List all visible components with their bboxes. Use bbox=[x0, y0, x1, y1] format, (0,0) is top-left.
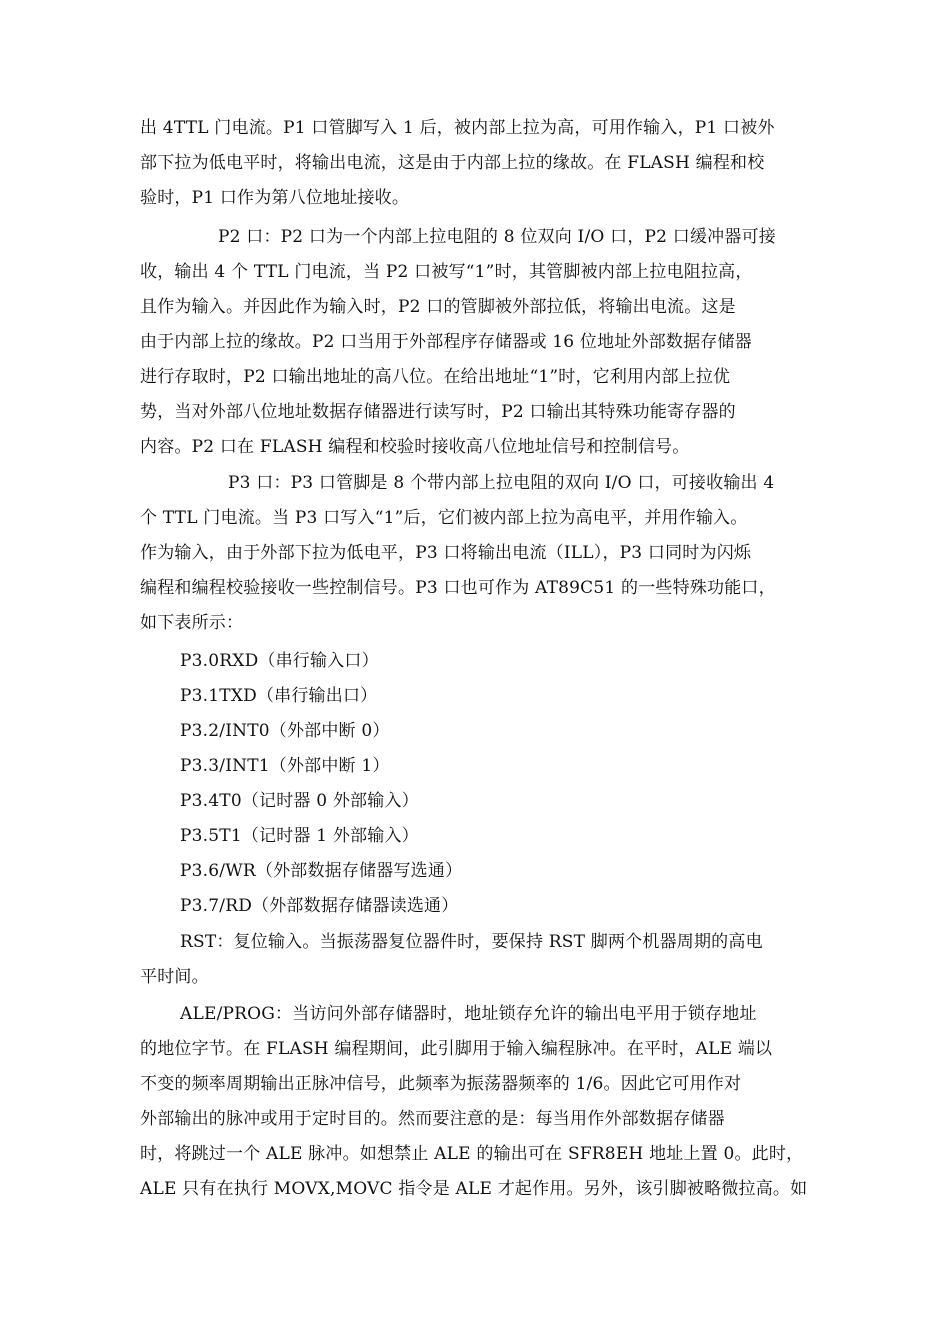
p3-line-5: 如下表所示： bbox=[140, 613, 244, 633]
p3-line-4: 编程和编程校验接收一些控制信号。P3 口也可作为 AT89C51 的一些特殊功能口， bbox=[140, 578, 776, 598]
ale-line-6: ALE 只有在执行 MOVX,MOVC 指令是 ALE 才起作用。另外，该引脚被略微拉高。如 bbox=[140, 1179, 808, 1199]
p3-function-item: P3.3/INT1（外部中断 1） bbox=[180, 756, 390, 776]
p3-line-1: P3 口：P3 口管脚是 8 个带内部上拉电阻的双向 I/O 口，可接收输出 4 bbox=[228, 473, 775, 493]
p3-line-2: 个 TTL 门电流。当 P3 口写入“1”后，它们被内部上拉为高电平，并用作输入。 bbox=[140, 508, 748, 528]
p3-line-3: 作为输入，由于外部下拉为低电平，P3 口将输出电流（ILL），P3 口同时为闪烁 bbox=[140, 543, 752, 563]
p1-line-3: 验时，P1 口作为第八位地址接收。 bbox=[140, 188, 410, 208]
rst-line-1: RST：复位输入。当振荡器复位器件时，要保持 RST 脚两个机器周期的高电 bbox=[180, 932, 763, 952]
p3-function-item: P3.6/WR（外部数据存储器写选通） bbox=[180, 861, 463, 881]
p3-function-item: P3.5T1（记时器 1 外部输入） bbox=[180, 826, 419, 846]
ale-line-5: 时，将跳过一个 ALE 脉冲。如想禁止 ALE 的输出可在 SFR8EH 地址上置 0。此时， bbox=[140, 1144, 804, 1164]
p1-line-2: 部下拉为低电平时，将输出电流，这是由于内部上拉的缘故。在 FLASH 编程和校 bbox=[140, 153, 765, 173]
p1-line-1: 出 4TTL 门电流。P1 口管脚写入 1 后，被内部上拉为高，可用作输入，P1 口被外 bbox=[140, 118, 775, 138]
p3-function-item: P3.0RXD（串行输入口） bbox=[180, 651, 379, 671]
p2-line-1: P2 口：P2 口为一个内部上拉电阻的 8 位双向 I/O 口，P2 口缓冲器可接 bbox=[218, 227, 776, 247]
rst-line-2: 平时间。 bbox=[140, 967, 209, 987]
p3-function-item: P3.4T0（记时器 0 外部输入） bbox=[180, 791, 419, 811]
p2-line-5: 进行存取时，P2 口输出地址的高八位。在给出地址“1”时，它利用内部上拉优 bbox=[140, 367, 731, 387]
ale-line-2: 的地位字节。在 FLASH 编程期间，此引脚用于输入编程脉冲。在平时，ALE 端以 bbox=[140, 1039, 773, 1059]
p2-line-3: 且作为输入。并因此作为输入时，P2 口的管脚被外部拉低，将输出电流。这是 bbox=[140, 297, 736, 317]
ale-line-3: 不变的频率周期输出正脉冲信号，此频率为振荡器频率的 1/6。因此它可用作对 bbox=[140, 1074, 742, 1094]
ale-line-1: ALE/PROG：当访问外部存储器时，地址锁存允许的输出电平用于锁存地址 bbox=[180, 1004, 757, 1024]
p3-function-item: P3.1TXD（串行输出口） bbox=[180, 686, 378, 706]
ale-line-4: 外部输出的脉冲或用于定时目的。然而要注意的是：每当用作外部数据存储器 bbox=[140, 1109, 725, 1129]
p2-line-7: 内容。P2 口在 FLASH 编程和校验时接收高八位地址信号和控制信号。 bbox=[140, 437, 690, 457]
p2-line-4: 由于内部上拉的缘故。P2 口当用于外部程序存储器或 16 位地址外部数据存储器 bbox=[140, 332, 752, 352]
p2-line-6: 势，当对外部八位地址数据存储器进行读写时，P2 口输出其特殊功能寄存器的 bbox=[140, 402, 736, 422]
p2-line-2: 收，输出 4 个 TTL 门电流，当 P2 口被写“1”时，其管脚被内部上拉电阻拉高， bbox=[140, 262, 753, 282]
p3-function-item: P3.7/RD（外部数据存储器读选通） bbox=[180, 896, 459, 916]
p3-function-item: P3.2/INT0（外部中断 0） bbox=[180, 721, 390, 741]
